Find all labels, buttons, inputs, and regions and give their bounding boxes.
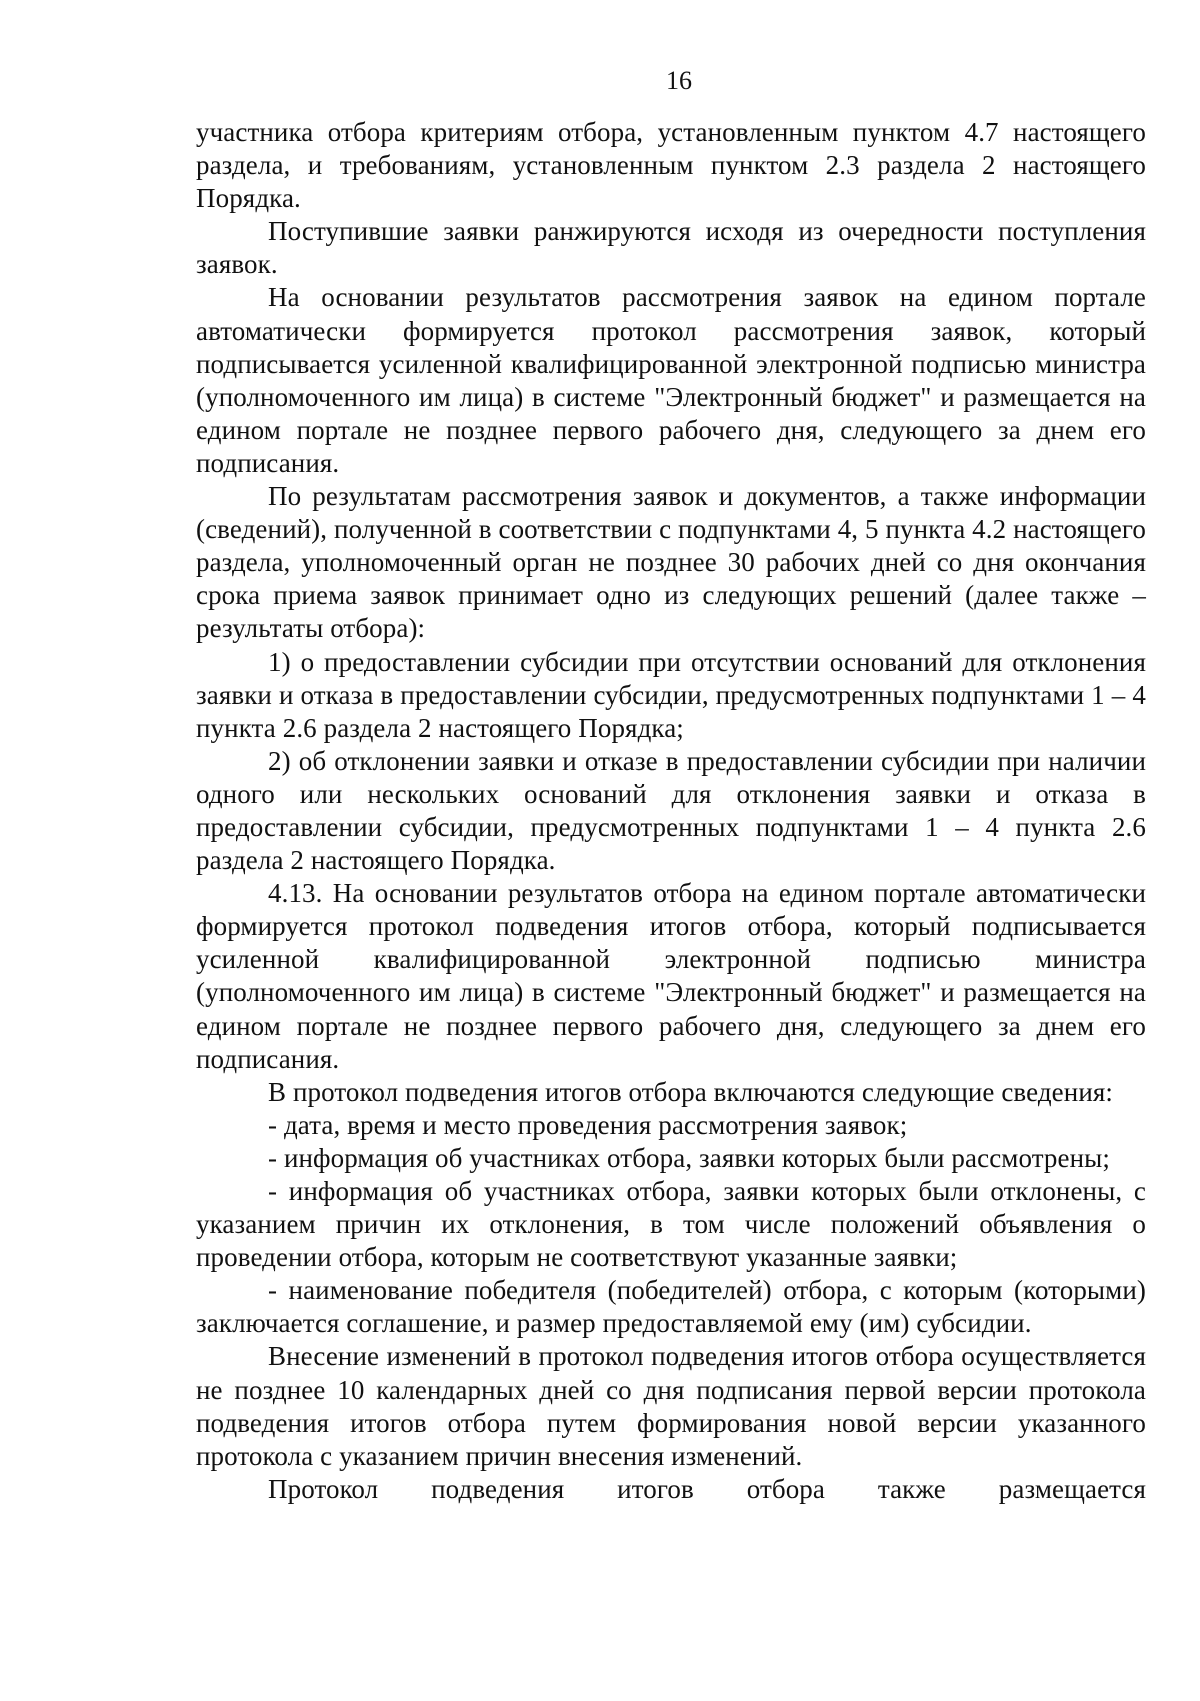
paragraph: Поступившие заявки ранжируются исходя из очередности поступления заявок.: [196, 216, 1146, 280]
list-item-decision-2: 2) об отклонении заявки и отказе в предоставлении субсидии при наличии одного или нескольких оснований для отклонения заявки и отказа в предоставлении субсидии, предусмотренных подпунктами 1 – 4 пункта 2.6 раздела 2 настоящего Порядка.: [196, 745, 1146, 876]
list-item-decision-1: 1) о предоставлении субсидии при отсутствии оснований для отклонения заявки и отказа в предоставлении субсидии, предусмотренных подпунктами 1 – 4 пункта 2.6 раздела 2 настоящего Порядка;: [196, 646, 1146, 743]
page-number: 16: [666, 66, 692, 95]
paragraph: По результатам рассмотрения заявок и документов, а также информации (сведений), полученной в соответствии с подпунктами 4, 5 пункта 4.2 настоящего раздела, уполномоченный орган не позднее 30 рабочих дней со дня окончания срока приема заявок принимает одно из следующих решений (далее также – результаты отбора):: [196, 481, 1147, 644]
paragraph-continues-next-page: Протокол подведения итогов отбора также размещается: [268, 1473, 1146, 1504]
paragraph-continuation: участника отбора критериям отбора, установленным пунктом 4.7 настоящего раздела, и требованиям, установленным пунктом 2.3 раздела 2 настоящего Порядка.: [196, 117, 1146, 214]
paragraph-section-4-13: 4.13. На основании результатов отбора на едином портале автоматически формируется протокол подведения итогов отбора, который подписывается усиленной квалифицированной электронной подписью министра (уполномоченного им лица) в системе "Электронный бюджет" и размещается на едином портале не позднее первого рабочего дня, следующего за днем его подписания.: [196, 878, 1146, 1074]
document-body: [196, 116, 1146, 1506]
paragraph: На основании результатов рассмотрения заявок на едином портале автоматически формируется протокол рассмотрения заявок, который подписывается усиленной квалифицированной электронной подписью министра (уполномоченного им лица) в системе "Электронный бюджет" и размещается на едином портале не позднее первого рабочего дня, следующего за днем его подписания.: [196, 282, 1146, 478]
paragraph: В протокол подведения итогов отбора включаются следующие сведения:: [268, 1076, 1113, 1107]
bullet-item: - информация об участниках отбора, заявки которых были рассмотрены;: [268, 1142, 1111, 1173]
paragraph: Внесение изменений в протокол подведения итогов отбора осуществляется не позднее 10 календарных дней со дня подписания первой версии протокола подведения итогов отбора путем формирования новой версии указанного протокола с указанием причин внесения изменений.: [196, 1341, 1146, 1471]
bullet-item: - наименование победителя (победителей) отбора, с которым (которыми) заключается соглашение, и размер предоставляемой ему (им) субсидии.: [196, 1275, 1146, 1339]
bullet-item: - дата, время и место проведения рассмотрения заявок;: [268, 1109, 908, 1140]
bullet-item: - информация об участниках отбора, заявки которых были отклонены, с указанием причин их отклонения, в том числе положений объявления о проведении отбора, которым не соответствуют указанные заявки;: [196, 1176, 1146, 1273]
